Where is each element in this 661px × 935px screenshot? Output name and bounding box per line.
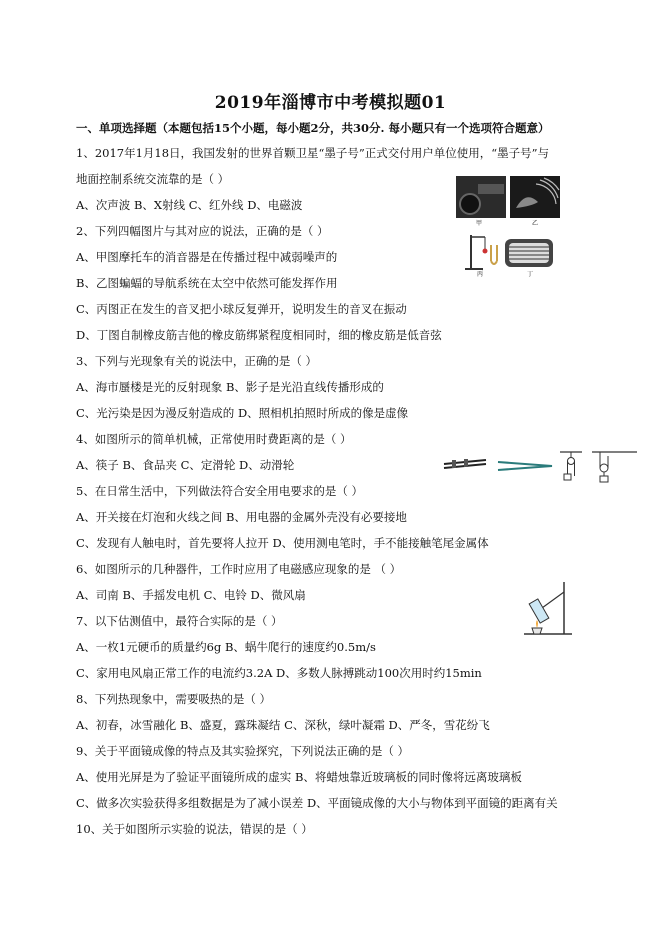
figure-label-yi: 乙 (532, 220, 539, 227)
question-2-option-b: B、乙图蝙蝠的导航系统在太空中依然可能发挥作用 (76, 276, 338, 290)
question-9-options-cd: C、做多次实验获得多组数据是为了减小误差 D、平面镜成像的大小与物体到平面镜的距离有关 (76, 796, 558, 810)
question-2-option-a: A、甲图摩托车的消音器是在传播过程中减弱噪声的 (76, 250, 338, 264)
question-9-stem: 9、关于平面镜成像的特点及其实验探究，下列说法正确的是（ ） (76, 744, 409, 758)
question-7-options-ab: A、一枚1元硬币的质量约6g B、蜗牛爬行的速度约0.5m/s (76, 640, 376, 654)
question-6-stem: 6、如图所示的几种器件，工作时应用了电磁感应现象的是 （ ） (76, 562, 402, 576)
question-3-options-cd: C、光污染是因为漫反射造成的 D、照相机拍照时所成的像是虚像 (76, 406, 409, 420)
question-2-stem: 2、下列四幅图片与其对应的说法，正确的是（ ） (76, 224, 329, 238)
section-heading: 一、单项选择题（本题包括15个小题，每小题2分，共30分. 每小题只有一个选项符合题意） (76, 121, 550, 135)
question-2-option-d: D、丁图自制橡皮筋吉他的橡皮筋绑紧程度相同时，细的橡皮筋是低音弦 (76, 328, 442, 342)
question-6-options: A、司南 B、手摇发电机 C、电铃 D、微风扇 (76, 588, 306, 602)
question-7-options-cd: C、家用电风扇正常工作的电流约3.2A D、多数人脉搏跳动100次用时约15min (76, 666, 482, 680)
question-8-options: A、初春，冰雪融化 B、盛夏，露珠凝结 C、深秋，绿叶凝霜 D、严冬，雪花纷飞 (76, 718, 490, 732)
figure-motorcycle-bat (456, 176, 560, 230)
figure-label-bing: 丙 (477, 271, 484, 278)
figure-tuning-fork-guitar (463, 231, 563, 277)
question-10-stem: 10、关于如图所示实验的说法，错误的是（ ） (76, 822, 313, 836)
question-5-stem: 5、在日常生活中，下列做法符合安全用电要求的是（ ） (76, 484, 363, 498)
question-1-stem: 1、2017年1月18日，我国发射的世界首颗卫星“墨子号”正式交付用户单位使用，“墨子号”与 (76, 146, 550, 160)
figure-experiment-apparatus (520, 578, 576, 636)
figure-label-jia: 甲 (476, 220, 483, 227)
figure-simple-machines (442, 450, 642, 486)
question-1-options: A、次声波 B、X射线 C、红外线 D、电磁波 (76, 198, 303, 212)
question-4-stem: 4、如图所示的简单机械，正常使用时费距离的是（ ） (76, 432, 352, 446)
question-3-stem: 3、下列与光现象有关的说法中，正确的是（ ） (76, 354, 317, 368)
question-9-options-ab: A、使用光屏是为了验证平面镜所成的虚实 B、将蜡烛靠近玻璃板的同时像将远离玻璃板 (76, 770, 522, 784)
question-3-options-ab: A、海市蜃楼是光的反射现象 B、影子是光沿直线传播形成的 (76, 380, 384, 394)
question-8-stem: 8、下列热现象中，需要吸热的是（ ） (76, 692, 271, 706)
question-5-options-ab: A、开关接在灯泡和火线之间 B、用电器的金属外壳没有必要接地 (76, 510, 407, 524)
figure-label-ding: 丁 (527, 271, 534, 278)
question-2-option-c: C、丙图正在发生的音叉把小球反复弹开，说明发生的音叉在振动 (76, 302, 407, 316)
question-5-options-cd: C、发现有人触电时，首先要将人拉开 D、使用测电笔时，手不能接触笔尾金属体 (76, 536, 489, 550)
question-4-options: A、筷子 B、食品夹 C、定滑轮 D、动滑轮 (76, 458, 295, 472)
question-7-stem: 7、以下估测值中，最符合实际的是（ ） (76, 614, 283, 628)
page-title: 2019年淄博市中考模拟题01 (214, 93, 447, 113)
question-1-stem-cont: 地面控制系统交流靠的是（ ） (76, 172, 230, 186)
